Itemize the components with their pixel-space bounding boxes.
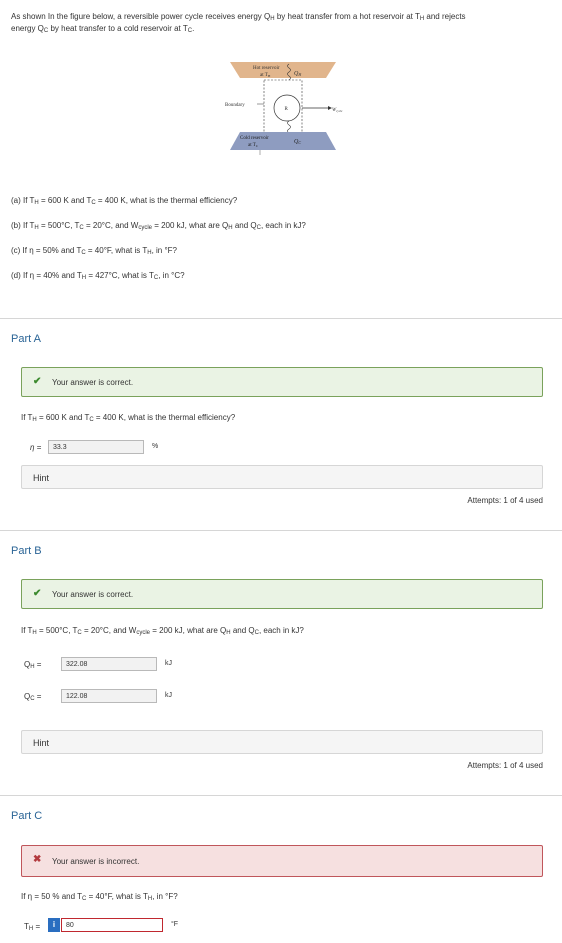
w-label: [332, 108, 343, 113]
eta-label: η =: [30, 443, 42, 452]
text: = 500°C, T: [38, 221, 80, 230]
text: = 20°C, and W: [81, 626, 137, 635]
boundary-label: Boundary: [225, 103, 245, 108]
sub: H: [34, 225, 39, 231]
text: , each in kJ?: [258, 626, 304, 635]
text: = 20°C, and W: [83, 221, 139, 230]
intro-text: As shown In the figure below, a reversible power cycle receives energy Q: [11, 12, 271, 21]
part-a-hint[interactable]: [21, 465, 543, 489]
text: = 40°F, what is T: [85, 246, 148, 255]
cold-reservoir-label: Cold reservoir: [240, 136, 269, 141]
intro-text: and rejects: [424, 12, 466, 21]
question-a: [11, 196, 237, 205]
sub: H: [32, 630, 37, 636]
part-b-correct-banner: [21, 579, 543, 609]
text: W: [332, 108, 337, 113]
text: If η = 50 % and T: [21, 892, 83, 901]
text: = 500°C, T: [36, 626, 78, 635]
qc-label: [294, 139, 301, 145]
th-unit: °F: [171, 921, 179, 928]
sub: C: [187, 28, 193, 34]
part-b-attempts: Attempts: 1 of 4 used: [467, 761, 543, 770]
text: = 40°F, what is T: [86, 892, 148, 901]
sub: H: [419, 16, 425, 22]
text: = 600 K and T: [36, 413, 90, 422]
th-input[interactable]: 80: [61, 918, 163, 932]
hot-reservoir-label: Hot reservoir: [253, 66, 280, 71]
sub: C: [79, 225, 84, 231]
text: = 600 K and T: [38, 196, 92, 205]
question-b: [11, 221, 306, 230]
text: and Q: [230, 626, 255, 635]
part-b-hint[interactable]: [21, 730, 543, 754]
sub: C: [153, 275, 159, 281]
text: Q: [294, 71, 299, 77]
text: , in °F?: [151, 246, 177, 255]
sub: H: [298, 72, 302, 77]
sub: cycle: [138, 225, 152, 231]
sub: C: [81, 250, 86, 256]
sub: H: [30, 664, 35, 670]
sub: H: [32, 417, 37, 423]
text: (a) If T: [11, 196, 35, 205]
text: T: [24, 922, 29, 931]
hint-label: Hint: [33, 473, 50, 483]
th-label: [24, 922, 40, 931]
sub: H: [226, 630, 231, 636]
question-d: [11, 271, 185, 280]
sub: C: [256, 225, 261, 231]
sub: H: [147, 250, 152, 256]
sub: H: [267, 74, 271, 78]
hint-label: Hint: [33, 738, 50, 748]
intro-text: by heat transfer to a cold reservoir at T: [48, 24, 188, 33]
sub: C: [43, 28, 49, 34]
text: = 400 K, what is the thermal efficiency?: [93, 413, 236, 422]
qc-unit: kJ: [165, 692, 172, 699]
info-icon[interactable]: i: [48, 918, 60, 932]
part-c-incorrect-banner: [21, 845, 543, 877]
banner-text: Your answer is incorrect.: [52, 857, 140, 866]
sub: H: [147, 896, 153, 902]
sub: C: [89, 417, 94, 423]
sub: cycle: [136, 630, 150, 636]
cold-reservoir: [230, 132, 336, 150]
part-c-title: Part C: [11, 810, 43, 822]
part-c-question: [21, 892, 178, 901]
text: , in °C?: [158, 271, 185, 280]
part-b-title: Part B: [11, 545, 42, 557]
qh-unit: kJ: [165, 660, 172, 667]
text: at T: [248, 143, 256, 148]
text: (d) If η = 40% and T: [11, 271, 82, 280]
text: If T: [21, 626, 33, 635]
sub: H: [28, 926, 34, 932]
sub: C: [82, 896, 87, 902]
text: = 427°C, what is T: [86, 271, 154, 280]
text: and Q: [232, 221, 257, 230]
sub: H: [34, 200, 39, 206]
sub: H: [81, 275, 87, 281]
qh-label: [24, 660, 41, 669]
sub: C: [298, 140, 302, 145]
intro-line-1: [11, 12, 466, 21]
cold-reservoir-temp: [248, 143, 259, 148]
intro-text: by heat transfer from a hot reservoir at T: [274, 12, 420, 21]
sub: C: [254, 630, 259, 636]
text: at T: [260, 73, 268, 78]
intro-text: energy Q: [11, 24, 44, 33]
qc-input[interactable]: 122.08: [61, 689, 157, 703]
text: Q: [24, 660, 31, 669]
sub: H: [228, 225, 233, 231]
hot-reservoir-temp: [260, 73, 271, 78]
part-a-correct-banner: [21, 367, 543, 397]
text: If T: [21, 413, 33, 422]
text: (c) If η = 50% and T: [11, 246, 82, 255]
text: Q: [24, 692, 31, 701]
text: , in °F?: [152, 892, 178, 901]
banner-text: Your answer is correct.: [52, 590, 134, 599]
qh-input[interactable]: 322.08: [61, 657, 157, 671]
text: = 200 kJ, what are Q: [151, 221, 229, 230]
sub: H: [270, 16, 275, 22]
text: , each in kJ?: [260, 221, 306, 230]
x-icon: ✖: [33, 854, 42, 865]
part-a-title: Part A: [11, 333, 41, 345]
text: = 200 kJ, what are Q: [149, 626, 227, 635]
question-c: [11, 246, 177, 255]
eta-input[interactable]: 33.3: [48, 440, 144, 454]
check-icon: ✔: [33, 376, 42, 387]
part-a-attempts: Attempts: 1 of 4 used: [467, 496, 543, 505]
reversible-cycle-figure: [220, 58, 343, 162]
sub: cycle: [336, 109, 343, 113]
intro-line-2: [11, 24, 194, 33]
text: (b) If T: [11, 221, 35, 230]
cycle-r-label: R: [284, 107, 288, 112]
part-a-question: [21, 413, 235, 422]
sub: C: [77, 630, 82, 636]
intro-text: .: [192, 24, 195, 33]
sub: C: [91, 200, 96, 206]
qc-label: [24, 692, 41, 701]
eta-unit: %: [152, 443, 159, 450]
text: =: [34, 660, 42, 669]
hot-reservoir: [230, 62, 336, 78]
check-icon: ✔: [33, 588, 42, 599]
text: Q: [294, 139, 299, 145]
sub: C: [30, 696, 35, 702]
text: =: [34, 692, 42, 701]
banner-text: Your answer is correct.: [52, 378, 134, 387]
part-b-question: [21, 626, 304, 635]
qh-label: [294, 71, 302, 77]
sub: C: [255, 144, 259, 148]
text: =: [33, 922, 41, 931]
text: = 400 K, what is the thermal efficiency?: [95, 196, 238, 205]
